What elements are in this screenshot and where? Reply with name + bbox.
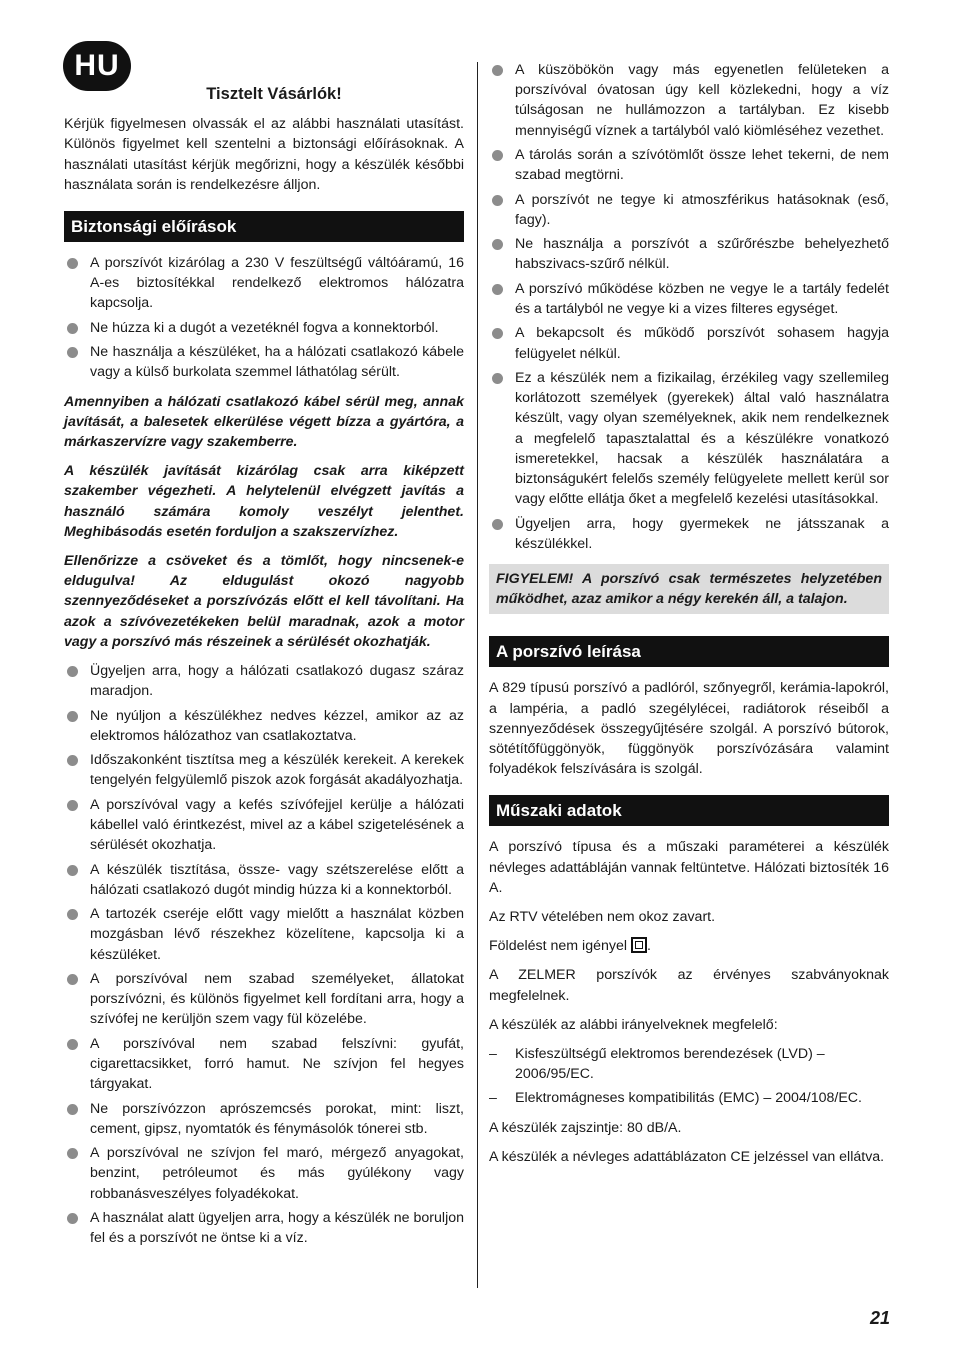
language-badge: HU xyxy=(63,41,131,91)
intro-paragraph: Kérjük figyelmesen olvassák el az alábbi használati utasítást. Különös figyelmet kell szentelni a biztonsági előírásoknak. A használati utasítást kérjük megőrizni, hogy a készülék későbbi használata során is rendelkezésre álljon. xyxy=(64,116,464,193)
column-divider xyxy=(477,62,478,1288)
attention-note: FIGYELEM! A porszívó csak természetes helyzetében működhet, azaz amikor a négy kerekén áll, a talajon. xyxy=(489,564,889,614)
list-item: A használat alatt ügyeljen arra, hogy a készülék ne boruljon fel és a porszívót ne öntse ki a víz. xyxy=(64,1208,464,1248)
technical-paragraph: A készülék az alábbi irányelveknek megfelelő: xyxy=(489,1016,778,1033)
technical-paragraph: A készülék zajszintje: 80 dB/A. xyxy=(489,1119,682,1136)
double-insulation-icon xyxy=(631,937,647,953)
section-heading-description: A porszívó leírása xyxy=(489,636,889,667)
list-item: Ez a készülék nem a fizikailag, érzékileg vagy szellemileg korlátozott személyek (gyerekek) által való használatra készült, vagy olyan személyeknek, akik nem rendelkeznek a megfelelő tapasztalattal és a készülékre vonatkozó ismeretekkel, hacsak a készülék használatára a biztonságukért felelős személy felügyelete mellett kerül sor vagy előtte ellátja őket a megfelelő kezelési utasításokkal. xyxy=(489,368,889,509)
list-item: Ne nyúljon a készülékhez nedves kézzel, amikor az az elektromos hálózathoz van csatlakoztatva. xyxy=(64,706,464,746)
technical-paragraph: A porszívó típusa és a műszaki paraméterei a készülék névleges adattábláján vannak feltüntetve. Hálózati biztosíték 16 A. xyxy=(489,839,889,896)
list-item: A készülék tisztítása, össze- vagy szétszerelése előtt a hálózati csatlakozó dugót mindig húzza ki a konnektorból. xyxy=(64,860,464,900)
list-item: A porszívóval nem szabad felszívni: gyufát, cigarettacsikket, forró hamut. Ne szívjon fel hegyes tárgyakat. xyxy=(64,1034,464,1095)
list-item: A porszívót kizárólag a 230 V feszültségű váltóáramú, 16 A-es biztosítékkal rendelkező elektromos hálózatra kapcsolja. xyxy=(64,253,464,314)
warning-paragraph: Ellenőrizze a csöveket és a tömlőt, hogy nincsenek-e eldugulva! Az eldugulást okozó nagyobb szennyeződéseket a porszívózás előtt el kell távolítani. Ha azok a szívóvezetékeken belül maradnak, azok a motor vagy a porszívó más részeinek a sérülését okozhatják. xyxy=(64,553,464,650)
list-item: Ne húzza ki a dugót a vezetéknél fogva a konnektorból. xyxy=(64,318,464,338)
grounding-period: . xyxy=(647,938,651,955)
directives-list xyxy=(489,1044,889,1109)
list-item: A porszívóval nem szabad személyeket, állatokat porszívózni, és különös figyelmet kell fordítani arra, hogy a szívófej ne kerüljön szem vagy fül közelébe. xyxy=(64,969,464,1030)
safety-list-1 xyxy=(64,253,464,383)
page-number: 21 xyxy=(869,1308,890,1328)
technical-paragraph: Az RTV vételében nem okoz zavart. xyxy=(489,909,716,926)
warning-paragraph: A készülék javítását kizárólag csak arra kiképzett szakember végezheti. A helytelenül elvégzett javítás a használó számára komoly veszélyt jelenthet. Meghibásodás esetén forduljon a szakszervízhez. xyxy=(64,463,464,540)
list-item: A porszívóval ne szívjon fel maró, mérgező anyagokat, benzint, petróleumot és más gyúlékony vagy robbanásveszélyes folyadékokat. xyxy=(64,1143,464,1204)
list-item: Ügyeljen arra, hogy a hálózati csatlakozó dugasz száraz maradjon. xyxy=(64,661,464,701)
list-item: Ügyeljen arra, hogy gyermekek ne játsszanak a készülékkel. xyxy=(489,514,889,554)
list-item: Ne porszívózzon aprószemcsés porokat, mint: liszt, cement, gipsz, nyomtatók és fénymásolók tónerei stb. xyxy=(64,1099,464,1139)
list-item: A tartozék cseréje előtt vagy mielőtt a használat közben mozgásban lévő részekhez közelítene, kapcsolja ki a készüléket. xyxy=(64,904,464,965)
list-item: – Elektromágneses kompatibilitás (EMC) – 2004/108/EC. xyxy=(489,1088,889,1108)
left-column xyxy=(64,60,464,1257)
list-item: A porszívóval vagy a kefés szívófejjel kerülje a hálózati kábellel való érintkezést, mivel az a kábel szigetelésének a sérülését okozhatja. xyxy=(64,795,464,856)
list-item: A bekapcsolt és működő porszívót sohasem hagyja felügyelet nélkül. xyxy=(489,323,889,363)
safety-list-3 xyxy=(489,60,889,554)
technical-paragraph: A ZELMER porszívók az érvényes szabványoknak megfelelnek. xyxy=(489,967,889,1004)
greeting-heading: Tisztelt Vásárlók! xyxy=(206,85,342,103)
section-heading-technical: Műszaki adatok xyxy=(489,795,889,826)
list-item: A porszívó működése közben ne vegye le a tartály fedelét és a tartályból ne vegye ki a vizes filteres egységet. xyxy=(489,279,889,319)
grounding-text: Földelést nem igényel xyxy=(489,938,628,955)
list-item: – Kisfeszültségű elektromos berendezések (LVD) – 2006/95/EC. xyxy=(489,1044,889,1084)
list-item: A küszöbökön vagy más egyenetlen felületeken a porszívóval óvatosan úgy kell közlekedni, hogy a víz túlságosan ne hullámozzon a tartályban. Ez kisebb mennyiségű víznek a tartályból való kiömléséhez vezethet. xyxy=(489,60,889,141)
grounding-paragraph xyxy=(489,936,889,956)
list-item: Ne használja a porszívót a szűrőrészbe behelyezhető habszivacs-szűrő nélkül. xyxy=(489,234,889,274)
list-item: A tárolás során a szívótömlőt össze lehet tekerni, de nem szabad megtörni. xyxy=(489,145,889,185)
right-column xyxy=(489,60,889,1176)
section-heading-safety: Biztonsági előírások xyxy=(64,211,464,242)
list-item: Ne használja a készüléket, ha a hálózati csatlakozó kábele vagy a külső burkolata szemmel láthatólag sérült. xyxy=(64,342,464,382)
safety-list-2 xyxy=(64,661,464,1248)
list-item: A porszívót ne tegye ki atmoszférikus hatásoknak (eső, fagy). xyxy=(489,190,889,230)
list-item: Időszakonként tisztítsa meg a készülék kerekeit. A kerekek tengelyén felgyülemlő piszok azok forgását akadályozhatja. xyxy=(64,750,464,790)
warning-paragraph: Amennyiben a hálózati csatlakozó kábel sérül meg, annak javítását, a balesetek elkerülése végett bízza a gyártóra, a márkaszervízre vagy szakemberre. xyxy=(64,393,464,451)
technical-paragraph: A készülék a névleges adattáblázaton CE jelzéssel van ellátva. xyxy=(489,1148,885,1165)
description-paragraph: A 829 típusú porszívó a padlóról, szőnyegről, kerámia-lapokról, a lampéria, a padló szegélylécei, radiátorok réseiből a szennyeződések összegyűjtésére szolgál. A porszívó bútorok, sötétítőfüggönyök, függönyök porszívózására valamint folyadékok felszívására is szolgál. xyxy=(489,680,889,778)
